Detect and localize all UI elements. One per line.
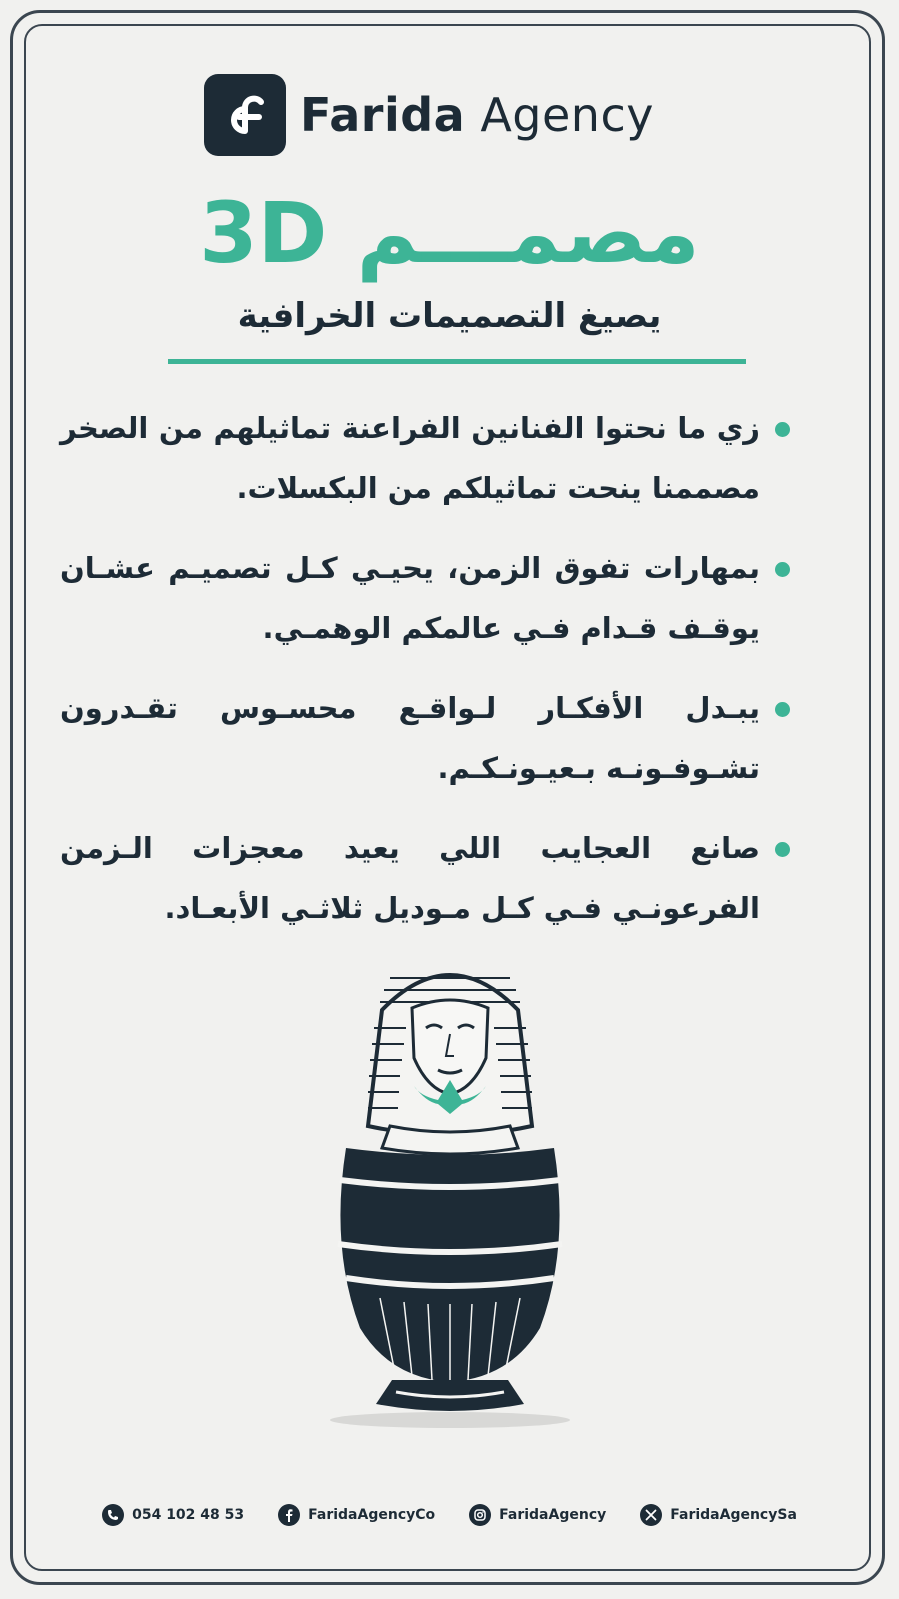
x-handle: FaridaAgencySa bbox=[670, 1507, 797, 1523]
brand-logo bbox=[204, 74, 654, 156]
contact-facebook bbox=[278, 1504, 435, 1526]
contact-instagram bbox=[469, 1504, 606, 1526]
bullet-text: بمهارات تفوق الزمن، يحيـي كـل تصميـم عشـان يوقـف قـدام فـي عالمكم الوهمـي. bbox=[60, 551, 760, 645]
bullet-list bbox=[60, 398, 790, 958]
bullet-dot-icon bbox=[775, 842, 790, 857]
bullet-dot-icon bbox=[775, 562, 790, 577]
farida-logo-icon bbox=[204, 74, 286, 156]
instagram-icon bbox=[469, 1504, 491, 1526]
list-item bbox=[60, 678, 790, 798]
contact-x bbox=[640, 1504, 797, 1526]
bullet-dot-icon bbox=[775, 422, 790, 437]
list-item bbox=[60, 818, 790, 938]
bullet-text: يبـدل الأفكـار لـواقـع محسـوس تقـدرون تشـوفـونـه بـعيـونـكـم. bbox=[60, 691, 760, 785]
bullet-text: زي ما نحتوا الفنانين الفراعنة تماثيلهم من الصخر مصممنا ينحت تماثيلكم من البكسلات. bbox=[60, 411, 760, 505]
brand-name-bold: Farida bbox=[300, 88, 466, 142]
bullet-text: صانع العجايب اللي يعيد معجزات الـزمن الفرعونـي فـي كـل مـوديل ثلاثـي الأبعـاد. bbox=[60, 831, 760, 925]
phone-number: 054 102 48 53 bbox=[132, 1507, 245, 1523]
footer-contacts bbox=[0, 1500, 899, 1530]
canopic-jar-illustration bbox=[300, 948, 600, 1458]
brand-name-regular: Agency bbox=[480, 88, 654, 142]
list-item bbox=[60, 398, 790, 518]
contact-phone bbox=[102, 1504, 244, 1526]
brand-name bbox=[300, 88, 654, 142]
headline: مصمـــم 3D bbox=[199, 184, 700, 282]
instagram-handle: FaridaAgency bbox=[499, 1507, 607, 1523]
list-item bbox=[60, 538, 790, 658]
bullet-dot-icon bbox=[775, 702, 790, 717]
facebook-icon bbox=[278, 1504, 300, 1526]
phone-icon bbox=[102, 1504, 124, 1526]
x-icon bbox=[640, 1504, 662, 1526]
facebook-handle: FaridaAgencyCo bbox=[308, 1507, 436, 1523]
subheadline: يصيغ التصميمات الخرافية bbox=[237, 296, 662, 336]
subheadline-underline bbox=[168, 359, 746, 364]
